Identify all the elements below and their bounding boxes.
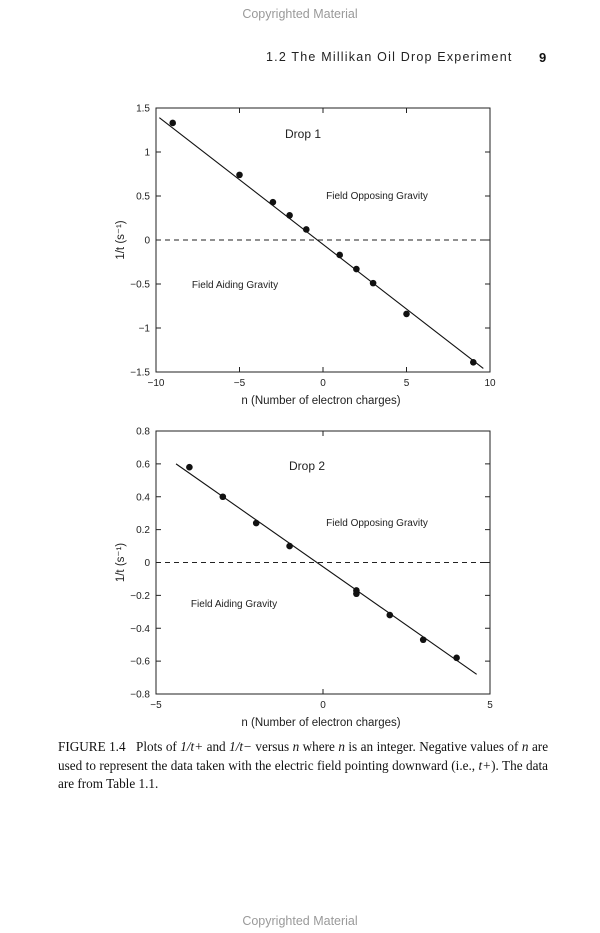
x-tick-label: 5 bbox=[487, 700, 493, 711]
x-tick-label: 0 bbox=[320, 700, 326, 711]
y-tick-label: −0.6 bbox=[130, 656, 150, 668]
data-point bbox=[353, 266, 360, 273]
x-tick-label: −5 bbox=[233, 378, 246, 389]
data-point bbox=[453, 655, 460, 662]
caption-label: FIGURE 1.4 bbox=[58, 739, 126, 754]
data-point bbox=[286, 543, 293, 550]
chart-title: Drop 1 bbox=[284, 127, 322, 141]
y-tick-label: 0.6 bbox=[136, 459, 150, 471]
data-point bbox=[336, 252, 343, 259]
watermark-top: Copyrighted Material bbox=[242, 7, 358, 21]
data-point bbox=[186, 464, 193, 471]
watermark-bottom: Copyrighted Material bbox=[242, 914, 358, 928]
y-tick-label: 0.8 bbox=[136, 426, 150, 438]
annotation-field-opposing: Field Opposing Gravity bbox=[326, 518, 428, 529]
data-point bbox=[169, 120, 176, 127]
y-tick-label: −0.5 bbox=[130, 279, 150, 291]
chart-drop-1 bbox=[0, 100, 600, 410]
y-tick-label: 0.5 bbox=[136, 191, 150, 203]
figure-caption: FIGURE 1.4 Plots of 1/t+ and 1/t− versus n where n is an integer. Negative values of n are used to represent the data taken with the electric field pointing downward (i.e., t+). The data are from Table 1.1. bbox=[58, 739, 549, 791]
annotation-field-aiding: Field Aiding Gravity bbox=[190, 599, 278, 610]
y-axis-label: 1/t (s⁻¹) bbox=[115, 542, 127, 583]
data-point bbox=[286, 212, 293, 219]
x-tick-label: −10 bbox=[147, 378, 165, 389]
annotation-field-opposing: Field Opposing Gravity bbox=[326, 191, 428, 202]
data-point bbox=[270, 199, 277, 206]
y-tick-label: 0 bbox=[144, 558, 150, 569]
data-point bbox=[303, 226, 310, 233]
y-tick-label: −0.4 bbox=[130, 623, 150, 635]
x-tick-label: 10 bbox=[484, 378, 496, 389]
y-tick-label: −1.5 bbox=[130, 367, 150, 379]
y-tick-label: 0.4 bbox=[136, 492, 150, 504]
y-tick-label: −0.8 bbox=[130, 689, 150, 701]
annotation-field-aiding: Field Aiding Gravity bbox=[191, 280, 279, 291]
y-tick-label: 0.2 bbox=[136, 525, 150, 537]
y-tick-label: −1 bbox=[138, 323, 150, 335]
y-tick-label: 0 bbox=[144, 235, 150, 247]
data-point bbox=[420, 636, 427, 643]
data-point bbox=[403, 311, 410, 318]
y-axis-label: 1/t (s⁻¹) bbox=[115, 220, 127, 260]
x-tick-label: 5 bbox=[403, 378, 410, 389]
page-number: 9 bbox=[539, 50, 547, 65]
x-tick-label: 0 bbox=[320, 378, 326, 389]
chart-title: Drop 2 bbox=[288, 459, 326, 473]
data-point bbox=[370, 280, 377, 287]
data-point bbox=[353, 590, 360, 597]
data-point bbox=[470, 359, 477, 366]
chart-drop-2 bbox=[0, 423, 600, 728]
x-tick-label: −5 bbox=[150, 700, 162, 711]
x-axis-label: n (Number of electron charges) bbox=[241, 395, 401, 407]
y-tick-label: 1.5 bbox=[136, 103, 150, 115]
y-tick-label: 1 bbox=[144, 147, 150, 159]
data-point bbox=[236, 172, 243, 179]
data-point bbox=[253, 520, 260, 527]
data-point bbox=[387, 612, 394, 619]
x-axis-label: n (Number of electron charges) bbox=[241, 717, 401, 729]
y-tick-label: −0.2 bbox=[130, 590, 150, 602]
data-point bbox=[220, 493, 227, 500]
fit-line bbox=[159, 118, 483, 369]
running-head: 1.2 The Millikan Oil Drop Experiment bbox=[266, 50, 513, 64]
